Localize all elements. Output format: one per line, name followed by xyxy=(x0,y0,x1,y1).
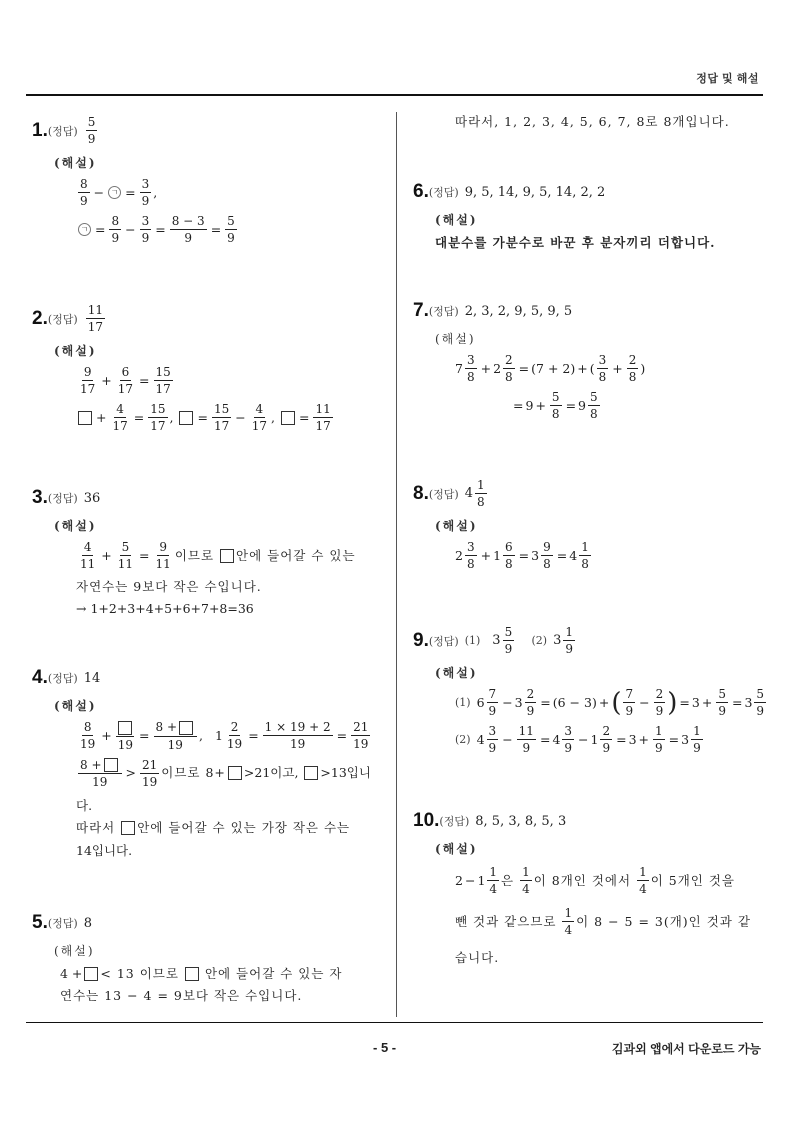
solution-tag: (해설) xyxy=(54,156,97,170)
footer-note: 김과외 앱에서 다운로드 가능 xyxy=(611,1042,761,1056)
answer-value: 2, 3, 2, 9, 5, 9, 5 xyxy=(464,303,573,319)
answer-tag: (정답) xyxy=(428,186,459,199)
solution-body: $\frac{8}{19}$ + 19 = $\frac{8 +}{19}$ , 1 $\frac{2}{19}$ = $\frac{1 \times 19 + 2}{19}$ = $\frac{21}{19}$ $\frac{8 +}{19}$ > $\frac{21}{19}$ 이므로 8+ >21이고, >13입니 다. 따라서 안에 들어갈 수 있는 가장 작은 수는 14입니다. xyxy=(76,720,371,858)
blank-box xyxy=(185,967,199,981)
header-title: 정답 및 해설 xyxy=(696,73,759,85)
question-number: 9. xyxy=(413,629,429,651)
solution-tag: (해설) xyxy=(435,332,476,346)
circled-giyeok-icon: ㄱ xyxy=(108,186,121,199)
question-number: 10. xyxy=(413,810,440,831)
answer-tag: (정답) xyxy=(47,672,78,685)
question-6 xyxy=(413,181,716,254)
question-number: 6. xyxy=(413,181,429,202)
answer-value: 14 xyxy=(83,670,101,686)
solution-body: $\frac{9}{17}$ + $\frac{6}{17}$ = $\frac{15}{17}$ + $\frac{4}{17}$ = $\frac{15}{17}$ , = $\frac{15}{17}$ − $\frac{4}{17}$ , = $\frac{11}{17}$ xyxy=(80,365,331,433)
solution-tag: (해설) xyxy=(435,519,478,533)
solution-body: 7 $\frac{3}{8}$ + 2 $\frac{2}{8}$ = (7 + 2) + ( $\frac{3}{8}$ + $\frac{2}{8}$ ) = 9 + $\frac{5}{8}$ = 9 $\frac{5}{8}$ xyxy=(455,353,646,421)
solution-body: 2 $\frac{3}{8}$ + 1 $\frac{6}{8}$ = 3 $\frac{9}{8}$ = 4 $\frac{1}{8}$ xyxy=(455,540,589,571)
footer-rule xyxy=(26,1022,763,1023)
question-9: 9. (정답) (1) 3 $\frac{5}{9}$ (2) 3 $\frac{1}{9}$ (해설) (1) 6 $\frac{7}{9}$ − 3 $\frac{2}{9}$ = (6 − 3) + ( $\frac{7}{9}$ − $\frac{2}{9}$ ) = 3 + $\frac{5}{9}$ = 3 $\frac{5}{9}$ (2) 4 $\frac{3}{9}$ − $\frac{11}{9}$ = 4 $\frac{3}{9}$ − 1 $\frac{2}{9}$ = 3 + $\frac{1}{9}$ = 3 $\frac{1}{9}$ xyxy=(413,625,768,761)
solution-body: $\frac{4}{11}$ + $\frac{5}{11}$ = $\frac{9}{11}$ 이므로 안에 들어갈 수 있는 자연수는 9보다 작은 수입니다. → 1+2+3+4+5+6+7+8=36 xyxy=(76,540,356,616)
question-number: 7. xyxy=(413,300,429,321)
question-4 xyxy=(32,667,372,863)
question-1 xyxy=(32,115,239,251)
answer-value: 8, 5, 3, 8, 5, 3 xyxy=(475,813,567,829)
solution-body: 4 + < 13 이므로 안에 들어갈 수 있는 자 연수는 13 − 4 = 9보다 작은 수입니다. xyxy=(60,966,343,1003)
answer-tag: (정답) xyxy=(47,917,78,930)
blank-box xyxy=(78,411,92,425)
question-8: 8. (정답) 4 $\frac{1}{8}$ (해설) 2 $\frac{3}{8}$ + 1 $\frac{6}{8}$ = 3 $\frac{9}{8}$ = 4 $\frac{1}{8}$ xyxy=(413,478,593,577)
solution-tag: (해설) xyxy=(54,699,97,713)
question-number: 4. xyxy=(32,667,48,688)
answer-tag: (정답) xyxy=(428,305,459,318)
page-number: - 5 - xyxy=(373,1040,397,1055)
answer-tag: (정답) xyxy=(47,124,78,138)
question-7 xyxy=(413,300,645,427)
blank-box xyxy=(121,821,135,835)
question-number: 5. xyxy=(32,912,48,933)
answer-fraction: $\frac{1}{8}$ xyxy=(476,478,485,509)
blank-box xyxy=(220,549,234,563)
answer-tag: (정답) xyxy=(47,492,78,505)
answer-fraction: $\frac{5}{9}$ xyxy=(87,115,96,146)
question-3 xyxy=(32,487,356,621)
answer-value: 36 xyxy=(83,490,101,506)
question-number: 8. xyxy=(413,482,429,504)
circled-giyeok-icon: ㄱ xyxy=(78,223,91,236)
question-3-continuation: 따라서, 1, 2, 3, 4, 5, 6, 7, 8로 8개입니다. xyxy=(455,114,730,129)
solution-tag: (해설) xyxy=(54,944,95,958)
answer-tag: (정답) xyxy=(439,815,470,828)
solution-body: $\frac{8}{9}$ − ㄱ = $\frac{3}{9}$ , ㄱ = $\frac{8}{9}$ − $\frac{3}{9}$ = $\frac{8 - 3}{9}$ = $\frac{5}{9}$ xyxy=(80,177,235,245)
blank-box xyxy=(281,411,295,425)
answer-tag: (정답) xyxy=(428,487,459,501)
question-number: 2. xyxy=(32,307,48,329)
blank-box xyxy=(179,411,193,425)
question-2 xyxy=(32,303,335,439)
header-rule xyxy=(26,94,763,96)
answer-value: 8 xyxy=(83,915,92,931)
solution-tag: (해설) xyxy=(435,842,478,856)
answer-tag: (정답) xyxy=(428,634,459,648)
solution-body: 2 − 1 $\frac{1}{4}$ 은 $\frac{1}{4}$ 이 8개인 것에서 $\frac{1}{4}$ 이 5개인 것을 뺀 것과 같으므로 $\frac{1}{4}$ 이 8 − 5 = 3(개)인 것과 같 습니다. xyxy=(455,865,751,965)
question-10 xyxy=(413,810,751,969)
column-divider xyxy=(396,112,397,1017)
question-5 xyxy=(32,912,343,1007)
blank-box xyxy=(228,766,242,780)
answer-fraction: $\frac{11}{17}$ xyxy=(87,303,103,334)
blank-box xyxy=(304,766,318,780)
solution-tag: (해설) xyxy=(435,213,478,227)
solution-tag: (해설) xyxy=(54,519,97,533)
solution-tag: (해설) xyxy=(435,666,478,680)
solution-body: 대분수를 가분수로 바꾼 후 분자끼리 더합니다. xyxy=(435,235,716,250)
solution-tag: (해설) xyxy=(54,344,97,358)
answer-tag: (정답) xyxy=(47,312,78,326)
question-number: 3. xyxy=(32,487,48,508)
blank-box xyxy=(84,967,98,981)
answer-value: 9, 5, 14, 9, 5, 14, 2, 2 xyxy=(464,184,606,200)
question-number: 1. xyxy=(32,119,48,141)
solution-body: (1) 6 $\frac{7}{9}$ − 3 $\frac{2}{9}$ = (6 − 3) + ( $\frac{7}{9}$ − $\frac{2}{9}$ ) = 3 + $\frac{5}{9}$ = 3 $\frac{5}{9}$ (2) 4 $\frac{3}{9}$ − $\frac{11}{9}$ = 4 $\frac{3}{9}$ − 1 $\frac{2}{9}$ = 3 + $\frac{1}{9}$ = 3 $\frac{1}{9}$ xyxy=(455,687,765,755)
